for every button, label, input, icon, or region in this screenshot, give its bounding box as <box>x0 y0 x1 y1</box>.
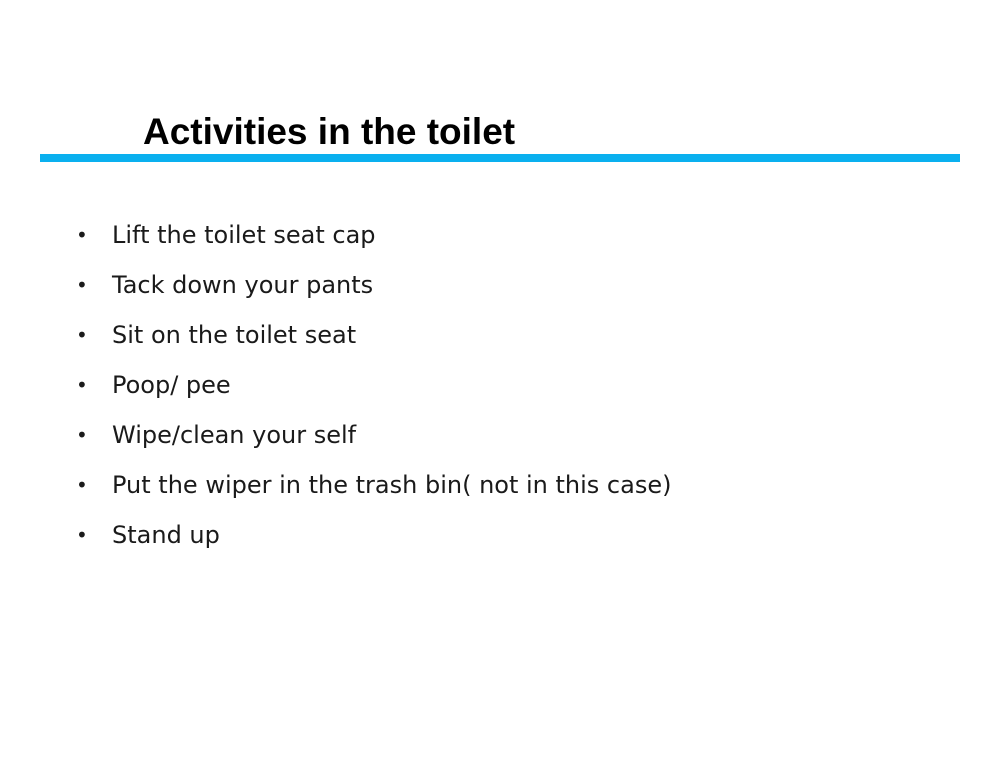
bullet-icon: • <box>76 423 88 447</box>
list-item <box>76 210 671 260</box>
list-item-text: Wipe/clean your self <box>112 421 357 449</box>
bullet-icon: • <box>76 223 88 247</box>
list-item-text: Tack down your pants <box>112 271 374 299</box>
list-item <box>76 460 671 510</box>
bullet-icon: • <box>76 373 88 397</box>
bullet-icon: • <box>76 323 88 347</box>
list-item <box>76 410 671 460</box>
list-item-text: Lift the toilet seat cap <box>112 221 376 249</box>
bullet-icon: • <box>76 473 88 497</box>
bullet-icon: • <box>76 523 88 547</box>
bullet-icon: • <box>76 273 88 297</box>
title-underline-rule <box>40 154 960 162</box>
list-item <box>76 510 671 560</box>
list-item-text: Poop/ pee <box>112 371 231 399</box>
list-item-text: Put the wiper in the trash bin( not in this case) <box>112 471 672 499</box>
list-item-text: Stand up <box>112 521 220 549</box>
bullet-list <box>76 210 671 560</box>
list-item-text: Sit on the toilet seat <box>112 321 357 349</box>
slide-title: Activities in the toilet <box>143 111 516 152</box>
list-item <box>76 360 671 410</box>
list-item <box>76 260 671 310</box>
list-item <box>76 310 671 360</box>
